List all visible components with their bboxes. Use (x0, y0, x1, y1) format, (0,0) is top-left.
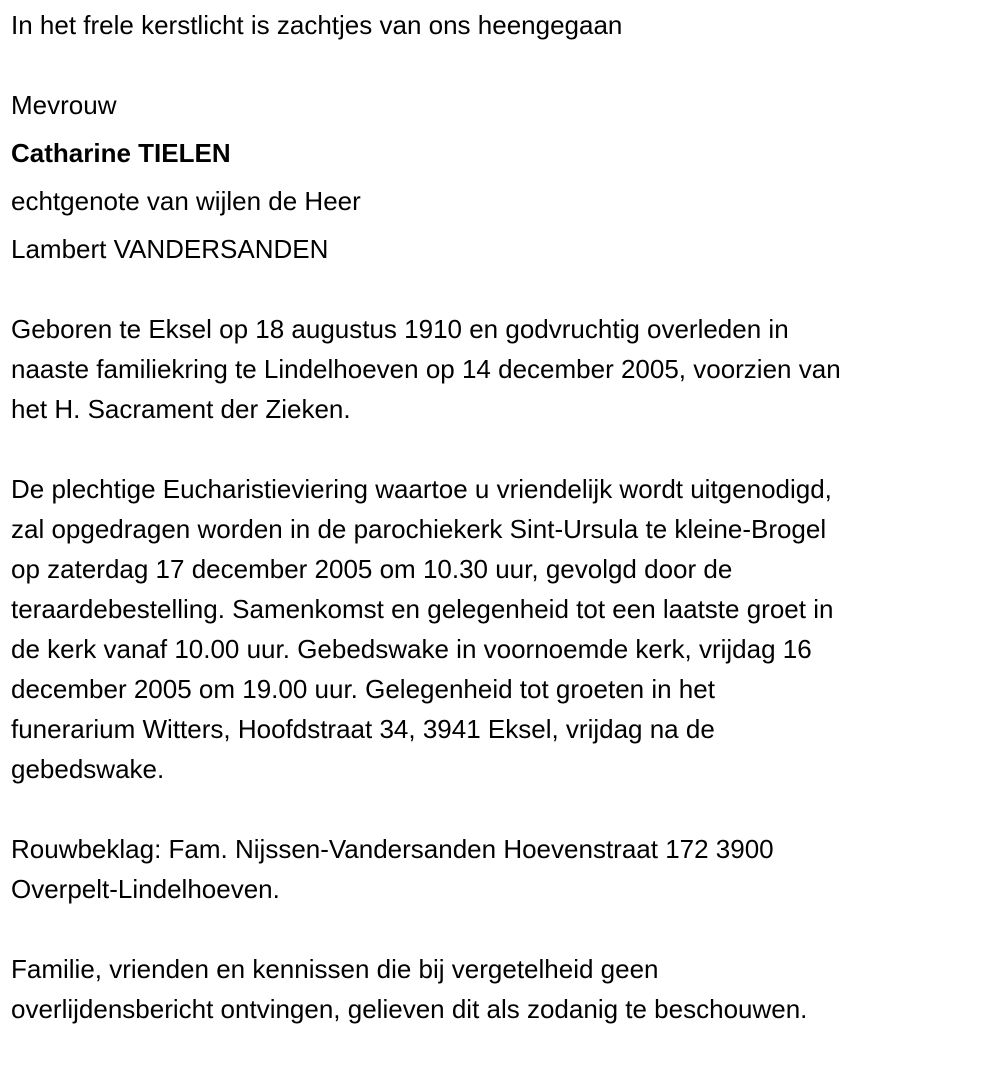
paragraph-line: op zaterdag 17 december 2005 om 10.30 uur, gevolgd door de (11, 554, 733, 584)
deceased-name: Catharine TIELEN (11, 138, 231, 168)
paragraph-line: december 2005 om 19.00 uur. Gelegenheid tot groeten in het (11, 674, 715, 704)
name-block (11, 81, 361, 273)
spouse-name: Lambert VANDERSANDEN (11, 234, 329, 264)
paragraph-line: de kerk vanaf 10.00 uur. Gebedswake in voornoemde kerk, vrijdag 16 (11, 634, 812, 664)
family-notice-paragraph (11, 949, 841, 1029)
paragraph-line: teraardebestelling. Samenkomst en gelegenheid tot een laatste groet in (11, 594, 834, 624)
birth-death-paragraph (11, 309, 841, 429)
intro-line (11, 5, 622, 45)
paragraph-line: naaste familiekring te Lindelhoeven op 14 december 2005, voorzien van (11, 354, 841, 384)
paragraph-line: De plechtige Eucharistieviering waartoe u vriendelijk wordt uitgenodigd, (11, 474, 832, 504)
paragraph-line: Familie, vrienden en kennissen die bij vergetelheid geen (11, 954, 659, 984)
paragraph-line: Overpelt-Lindelhoeven. (11, 874, 280, 904)
paragraph-line: Rouwbeklag: Fam. Nijssen-Vandersanden Hoevenstraat 172 3900 (11, 834, 774, 864)
paragraph-line: gebedswake. (11, 754, 165, 784)
relation-text: echtgenote van wijlen de Heer (11, 186, 361, 216)
paragraph-line: het H. Sacrament der Zieken. (11, 394, 351, 424)
paragraph-line: Geboren te Eksel op 18 augustus 1910 en godvruchtig overleden in (11, 314, 789, 344)
paragraph-line: overlijdensbericht ontvingen, gelieven dit als zodanig te beschouwen. (11, 994, 808, 1024)
ceremony-paragraph (11, 469, 841, 789)
paragraph-line: funerarium Witters, Hoofdstraat 34, 3941 Eksel, vrijdag na de (11, 714, 715, 744)
paragraph-line: zal opgedragen worden in de parochiekerk Sint-Ursula te kleine-Brogel (11, 514, 827, 544)
condolences-paragraph (11, 829, 841, 909)
intro-text: In het frele kerstlicht is zachtjes van ons heengegaan (11, 10, 623, 40)
body-paragraphs (11, 309, 841, 1069)
honorific: Mevrouw (11, 90, 117, 120)
